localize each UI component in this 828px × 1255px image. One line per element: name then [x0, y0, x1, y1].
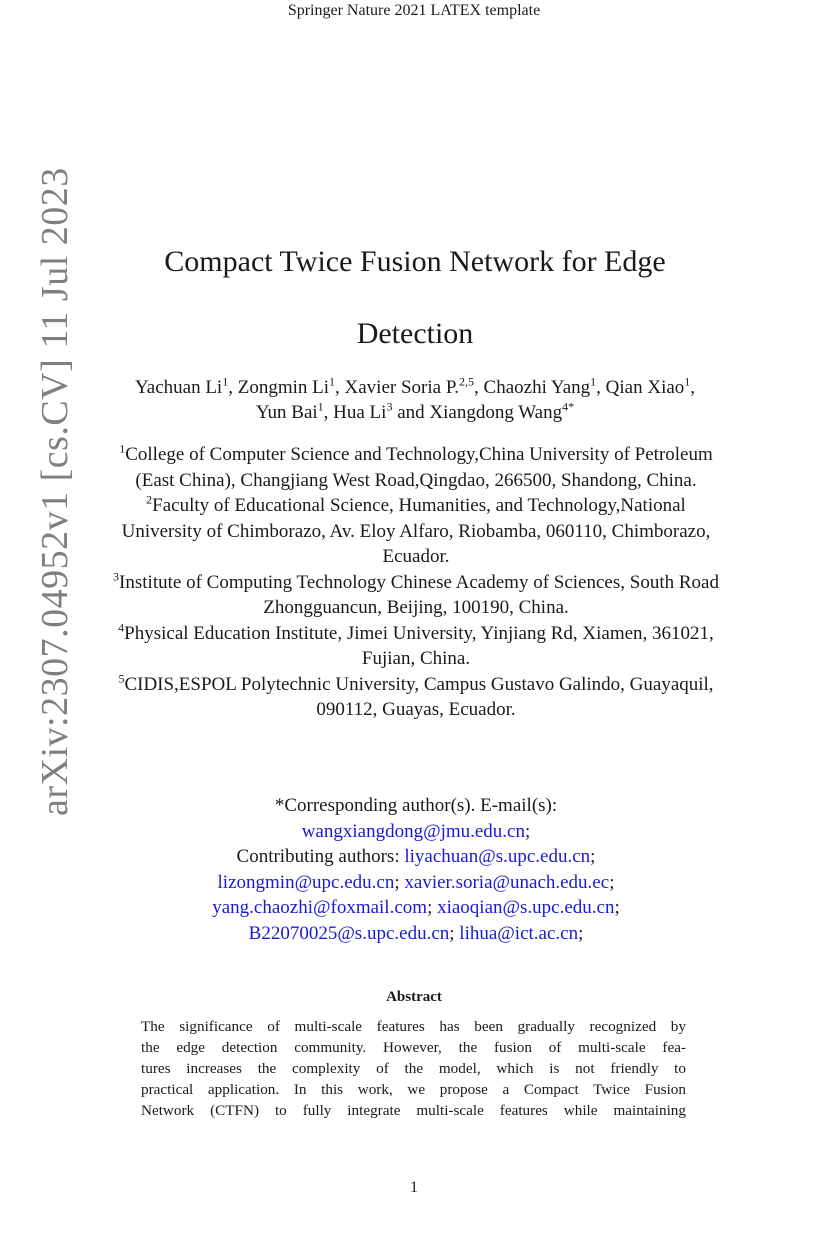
email-link[interactable]: lihua@ict.ac.cn [459, 922, 579, 944]
author-name: Zongmin Li [237, 377, 330, 398]
author-name: Yun Bai [255, 402, 318, 423]
abstract-text [141, 1016, 686, 1121]
affiliation-mark: 5 [118, 671, 125, 686]
author-affil-mark: 1 [317, 399, 324, 414]
affiliation-list [112, 442, 720, 723]
author-name: Hua Li [333, 402, 387, 423]
affiliation-mark: 1 [119, 441, 126, 456]
affiliation-text: Faculty of Educational Science, Humanities, and Technology,National University of Chimborazo, Av. Eloy Alfaro, Riobamba, 060110, Chimborazo, Ecuador. [121, 495, 711, 567]
author-name: Xavier Soria P. [344, 377, 460, 398]
abstract-heading: Abstract [386, 989, 442, 1005]
affiliation-text: Institute of Computing Technology Chinese Academy of Sciences, South Road Zhongguancun, Beijing, 100190, China. [119, 571, 719, 618]
author-affil-mark: 2,5 [459, 374, 475, 389]
author-affil-mark: 4* [562, 399, 575, 414]
page-number: 1 [410, 1179, 418, 1196]
email-link[interactable]: liyachuan@s.upc.edu.cn [404, 846, 591, 867]
abstract-line: Network (CTFN) to fully integrate multi-scale features while maintaining [141, 1102, 686, 1119]
running-header: Springer Nature 2021 LATEX template [287, 2, 541, 19]
email-link[interactable]: xiaoqian@s.upc.edu.cn [437, 897, 615, 918]
abstract-line: practical application. In this work, we propose a Compact Twice Fusion [141, 1081, 686, 1098]
corresponding-label: *Corresponding author(s). E-mail(s): [274, 795, 558, 816]
affiliation-mark: 3 [113, 569, 120, 584]
affiliation [112, 621, 720, 672]
author-affil-mark: 1 [684, 374, 691, 389]
email-link[interactable]: B22070025@s.upc.edu.cn [248, 922, 450, 944]
contributing-label: Contributing authors: [236, 846, 400, 867]
author-name: Yachuan Li [134, 377, 223, 398]
title-line: Detection [356, 317, 474, 350]
affiliation-text: College of Computer Science and Technology,China University of Petroleum (East China), Changjiang West Road,Qingdao, 266500, Shandong, China. [125, 444, 713, 491]
affiliation [112, 442, 720, 493]
email-link[interactable]: lizongmin@upc.edu.cn [217, 871, 395, 893]
author-name: Xiangdong Wang [429, 402, 563, 423]
affiliation-text: Physical Education Institute, Jimei University, Yinjiang Rd, Xiamen, 361021, Fujian, China. [124, 622, 714, 669]
affiliation [112, 493, 720, 570]
abstract-line: the edge detection community. However, the fusion of multi-scale fea- [141, 1039, 686, 1056]
paper-title [120, 226, 710, 370]
author-affil-mark: 1 [222, 374, 229, 389]
author-name: Chaozhi Yang [483, 377, 591, 398]
affiliation-mark: 4 [118, 620, 125, 635]
email-link[interactable]: yang.chaozhi@foxmail.com [212, 897, 428, 918]
affiliation [112, 570, 720, 621]
affiliation [112, 672, 720, 723]
abstract-line: The significance of multi-scale features has been gradually recognized by [141, 1018, 686, 1035]
author-name: Qian Xiao [605, 377, 685, 398]
author-affil-mark: 1 [590, 374, 597, 389]
correspondence-block: *Corresponding author(s). E-mail(s): wangxiangdong@jmu.edu.cn; Contributing authors: liyachuan@s.upc.edu.cn; lizongmin@upc.edu.cn; xavier.soria@unach.edu.ec; yang.chaozhi@foxmail.com; xiaoqian@s.upc.edu.cn; B22070025@s.upc.edu.cn; lihua@ict.ac.cn; [112, 793, 720, 946]
affiliation-mark: 2 [146, 492, 153, 507]
author-affil-mark: 1 [329, 374, 336, 389]
arxiv-identifier: arXiv:2307.04952v1 [cs.CV] 11 Jul 2023 [34, 167, 76, 816]
affiliation-text: CIDIS,ESPOL Polytechnic University, Campus Gustavo Galindo, Guayaquil, 090112, Guayas, Ecuador. [124, 673, 714, 720]
title-line: Compact Twice Fusion Network for Edge [164, 245, 666, 278]
email-link[interactable]: wangxiangdong@jmu.edu.cn [301, 820, 525, 842]
author-affil-mark: 3 [386, 399, 393, 414]
email-link[interactable]: xavier.soria@unach.edu.ec [404, 871, 610, 893]
abstract-line: tures increases the complexity of the model, which is not friendly to [141, 1060, 686, 1077]
author-list: Yachuan Li$^1$, Zongmin Li$^1$, Xavier Soria P.$^{2,5}$, Chaozhi Yang$^1$, Qian Xiao$^1$, Yun Bai$^1$, Hua Li$^3$ and Xiangdong Wang$^{4*}$ [134, 374, 696, 423]
